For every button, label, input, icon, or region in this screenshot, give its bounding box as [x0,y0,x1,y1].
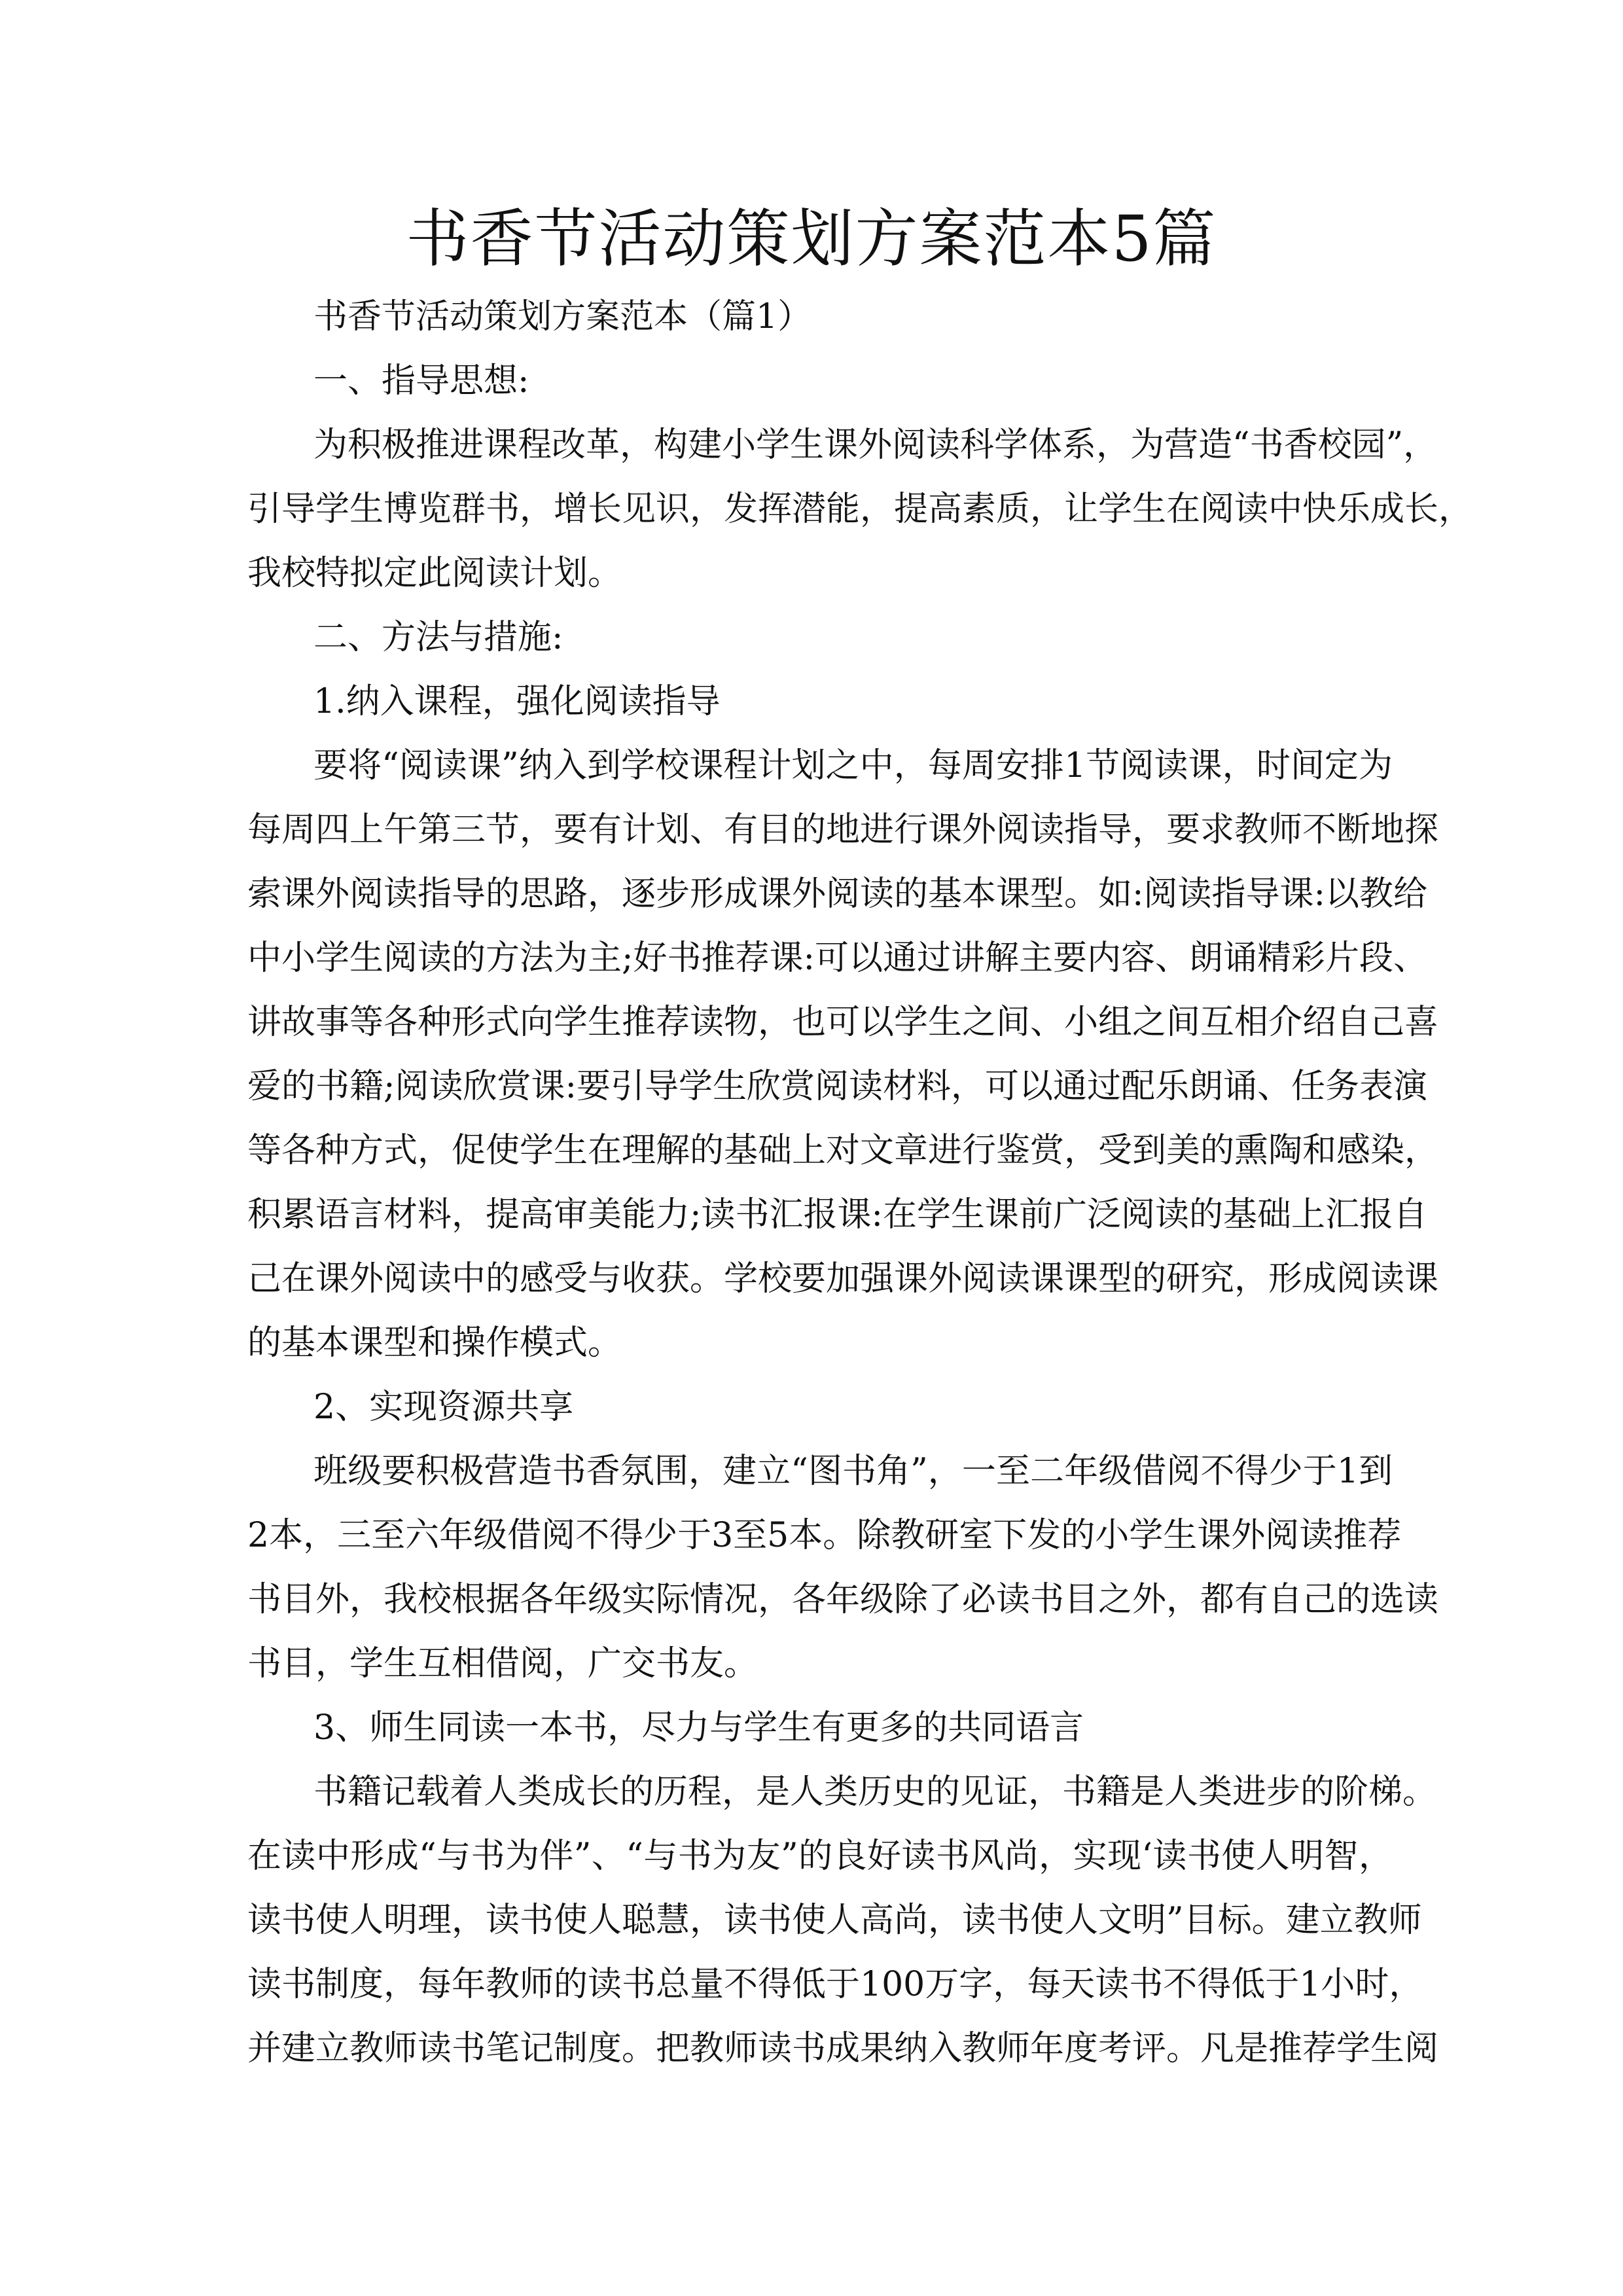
subheading: 1.纳入课程，强化阅读指导 [313,682,721,721]
paragraph-line: 积累语言材料，提高审美能力;读书汇报课:在学生课前广泛阅读的基础上汇报自 [247,1195,1428,1234]
document-title: 书香节活动策划方案范本5篇 [406,202,1217,276]
paragraph-line: 书目外，我校根据各年级实际情况，各年级除了必读书目之外，都有自己的选读 [247,1580,1439,1619]
paragraph-line: 等各种方式，促使学生在理解的基础上对文章进行鉴赏，受到美的熏陶和感染， [247,1131,1439,1170]
paragraph-line: 讲故事等各种形式向学生推荐读物，也可以学生之间、小组之间互相介绍自己喜 [247,1003,1439,1042]
subheading: 3、师生同读一本书，尽力与学生有更多的共同语言 [313,1708,1084,1748]
paragraph-line: 书目，学生互相借阅，广交书友。 [247,1644,758,1683]
paragraph-line: 引导学生博览群书，增长见识，发挥潜能，提高素质，让学生在阅读中快乐成长， [247,490,1473,529]
paragraph-line: 为积极推进课程改革，构建小学生课外阅读科学体系，为营造“书香校园”， [313,425,1438,465]
paragraph-line: 并建立教师读书笔记制度。把教师读书成果纳入教师年度考评。凡是推荐学生阅 [247,2029,1439,2068]
paragraph-line: 在读中形成“与书为伴”、“与书为友”的良好读书风尚，实现‘读书使人明智， [247,1837,1393,1876]
paragraph-line: 每周四上午第三节，要有计划、有目的地进行课外阅读指导，要求教师不断地探 [247,810,1439,850]
paragraph-line: 的基本课型和操作模式。 [247,1323,622,1363]
paragraph-line: 书籍记载着人类成长的历程，是人类历史的见证，书籍是人类进步的阶梯。 [313,1772,1437,1812]
paragraph-line: 爱的书籍;阅读欣赏课:要引导学生欣赏阅读材料，可以通过配乐朗诵、任务表演 [247,1067,1428,1106]
paragraph-line: 索课外阅读指导的思路，逐步形成课外阅读的基本课型。如:阅读指导课:以教给 [247,874,1428,914]
paragraph-line: 己在课外阅读中的感受与收获。学校要加强课外阅读课课型的研究，形成阅读课 [247,1259,1439,1299]
subheading: 2、实现资源共享 [313,1388,574,1427]
section-heading: 书香节活动策划方案范本（篇1） [313,297,812,336]
document-body [247,285,1473,2081]
paragraph-line: 中小学生阅读的方法为主;好书推荐课:可以通过讲解主要内容、朗诵精彩片段、 [247,939,1428,978]
paragraph-line: 2本，三至六年级借阅不得少于3至5本。除教研室下发的小学生课外阅读推荐 [247,1516,1402,1555]
subheading: 二、方法与措施: [313,618,563,657]
paragraph-line: 我校特拟定此阅读计划。 [247,554,622,593]
paragraph-line: 班级要积极营造书香氛围，建立“图书角”，一至二年级借阅不得少于1到 [313,1452,1393,1491]
paragraph-line: 读书制度，每年教师的读书总量不得低于100万字，每天读书不得低于1小时， [247,1965,1423,2004]
paragraph-line: 要将“阅读课”纳入到学校课程计划之中，每周安排1节阅读课，时间定为 [313,746,1393,785]
paragraph-line: 读书使人明理，读书使人聪慧，读书使人高尚，读书使人文明”目标。建立教师 [247,1901,1422,1940]
subheading: 一、指导思想: [313,361,529,401]
